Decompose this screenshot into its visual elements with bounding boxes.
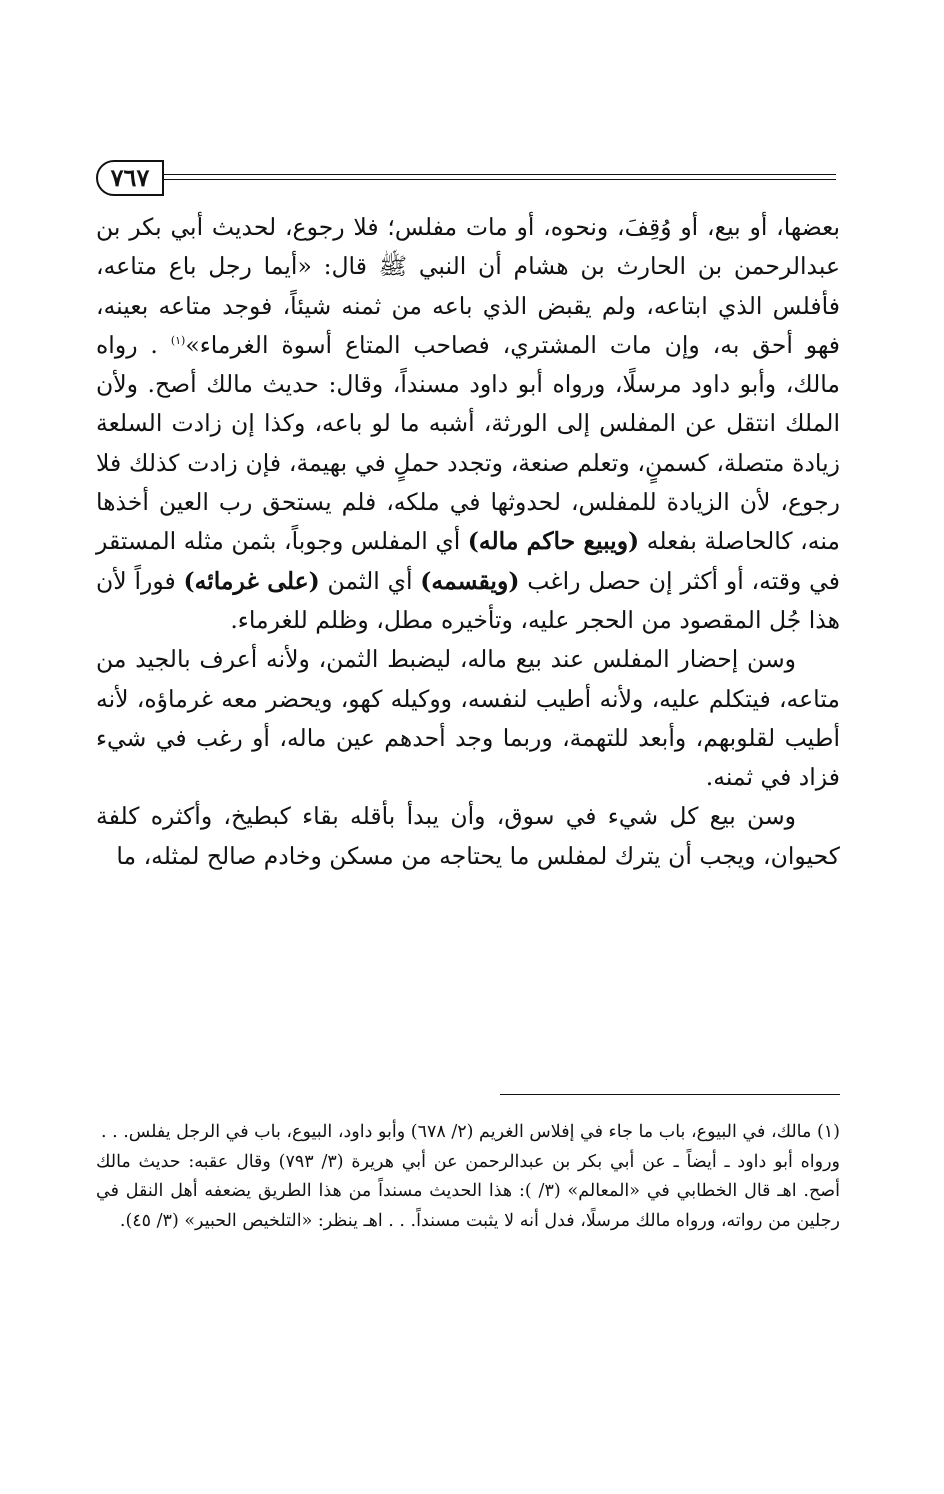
main-text [96, 208, 840, 876]
text-run: أي الثمن [319, 566, 421, 595]
text-run: فوراً لأن هذا جُل المقصود من الحجر عليه، وتأخيره مطل، وظلم للغرماء. [96, 566, 840, 634]
header-rule [156, 174, 836, 175]
text-run: . رواه مالك، وأبو داود مرسلًا، ورواه أبو داود مسنداً، وقال: حديث مالك أصح. ولأن الملك انتقل عن المفلس إلى الورثة، أشبه ما لو باعه، وكذا إن زادت السلعة زيادة متصلة، كسمنٍ، وتعلم صنعة، وتجدد حملٍ في بهيمة، فإن زادت كذلك فلا رجوع، لأن الزيادة للمفلس، لحدوثها في ملكه، فلم يستحق رب العين أخذها منه، كالحاصلة بفعله [96, 330, 841, 556]
bold-phrase: (ويقسمه) [420, 566, 520, 595]
text-run: بعضها، أو بيع، أو وُقِفَ، ونحوه، أو مات مفلس؛ فلا رجوع، لحديث أبي بكر بن عبدالرحمن بن الحارث بن هشام أن النبي ﷺ قال: «أيما رجل باع متاعه، فأفلس الذي ابتاعه، ولم يقبض الذي باعه من ثمنه شيئاً، فوجد متاعه بعينه، فهو أحق به، وإن مات المشتري، فصاحب المتاع أسوة الغرماء» [96, 213, 841, 359]
bold-phrase: (ويبيع حاكم ماله) [467, 527, 640, 556]
footnote-reference: (١) [170, 333, 186, 347]
paragraph: وسن بيع كل شيء في سوق، وأن يبدأ بأقله بقاء كبطيخ، وأكثره كلفة كحيوان، ويجب أن يترك لمفلس ما يحتاجه من مسكن وخادم صالح لمثله، ما [96, 802, 840, 870]
text-run: أي المفلس وجوباً، بثمن مثله المستقر في وقته، أو أكثر إن حصل راغب [96, 527, 840, 595]
page-header [96, 156, 836, 196]
footnotes [96, 1118, 840, 1236]
bold-phrase: (على غرمائه) [183, 566, 320, 595]
page-number: ٧٦٧ [96, 160, 164, 196]
footnote-divider [500, 1094, 840, 1095]
header-rule [156, 179, 836, 180]
paragraph: وسن إحضار المفلس عند بيع ماله، ليضبط الثمن، ولأنه أعرف بالجيد من متاعه، فيتكلم عليه، ولأنه أطيب لنفسه، ووكيله كهو، ويحضر معه غرماؤه، لأنه أطيب لقلوبهم، وأبعد للتهمة، وربما وجد أحدهم عين ماله، أو رغب في شيء فزاد في ثمنه. [96, 645, 840, 792]
paragraph [96, 208, 840, 640]
footnote: ورواه أبو داود ـ أيضاً ـ عن أبي بكر بن عبدالرحمن عن أبي هريرة (٣/ ٧٩٣) وقال عقبه: حديث مالك أصح. اهـ قال الخطابي في «المعالم» (٣/ ): هذا الحديث مسنداً من هذا الطريق يضعفه أهل النقل في رجلين من رواته، ورواه مالك مرسلًا، فدل أنه لا يثبت مسنداً. . . اهـ ينظر: «التلخيص الحبير» (٣/ ٤٥). [96, 1151, 841, 1231]
footnote: (١) مالك، في البيوع، باب ما جاء في إفلاس الغريم (٢/ ٦٧٨) وأبو داود، البيوع، باب في الرجل يفلس. . . [100, 1122, 840, 1142]
